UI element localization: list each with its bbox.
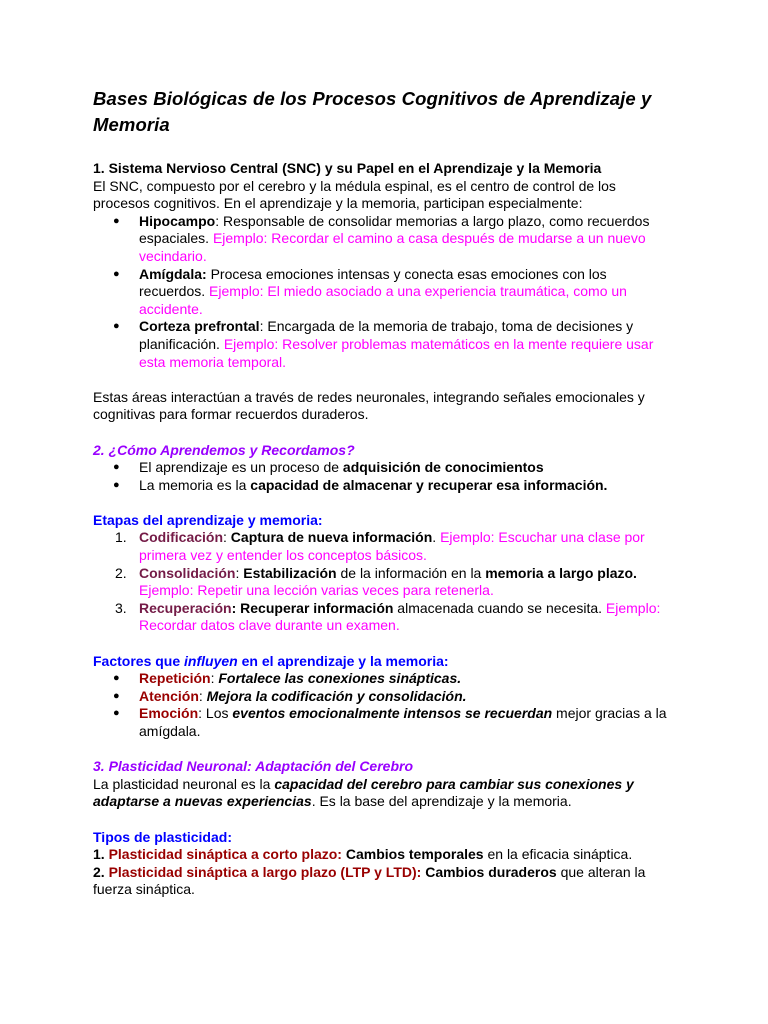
learning-list <box>93 459 675 494</box>
list-item: 2. Consolidación: Estabilización de la información en la memoria a largo plazo. Ejemplo: Repetir una lección varias veces para retenerla. <box>115 564 637 599</box>
list-item: ● Corteza prefrontal: Encargada de la memoria de trabajo, toma de decisiones y planificación. Ejemplo: Resolver problemas matemáticos en la mente requiere usar esta memoria temporal. <box>93 318 675 371</box>
list-item: ● La memoria es la capacidad de almacenar y recuperar esa información. <box>93 477 675 495</box>
section-3-heading: 3. Plasticidad Neuronal: Adaptación del Cerebro <box>93 758 413 775</box>
types-heading: Tipos de plasticidad: <box>93 828 232 845</box>
section-1-heading: 1. Sistema Nervioso Central (SNC) y su Papel en el Aprendizaje y la Memoria <box>93 160 602 176</box>
stages-list <box>93 529 675 635</box>
list-item: ● Hipocampo: Responsable de consolidar memorias a largo plazo, como recuerdos espaciales. Ejemplo: Recordar el camino a casa después de mudarse a un nuevo vecindario. <box>93 213 675 266</box>
list-item: ● Repetición: Fortalece las conexiones sinápticas. <box>93 670 675 688</box>
list-item: 1. Codificación: Captura de nueva información. Ejemplo: Escuchar una clase por primera vez y entender los conceptos básicos. <box>115 529 645 564</box>
brain-areas-list <box>93 213 675 371</box>
section-1-outro: Estas áreas interactúan a través de redes neuronales, integrando señales emocionales y cognitivas para formar recuerdos duraderos. <box>93 388 645 423</box>
type-2: 2. Plasticidad sináptica a largo plazo (LTP y LTD): Cambios duraderos que alteran la fuerza sináptica. <box>93 863 646 898</box>
type-1: 1. Plasticidad sináptica a corto plazo: Cambios temporales en la eficacia sináptica. <box>93 846 633 863</box>
factors-heading: Factores que influyen en el aprendizaje y la memoria: <box>93 652 449 669</box>
list-item: ● Atención: Mejora la codificación y consolidación. <box>93 688 675 706</box>
section-1-intro: El SNC, compuesto por el cerebro y la médula espinal, es el centro de control de los procesos cognitivos. En el aprendizaje y la memoria, participan especialmente: <box>93 177 616 212</box>
list-item: ● Amígdala: Procesa emociones intensas y conecta esas emociones con los recuerdos. Ejemplo: El miedo asociado a una experiencia traumática, como un accidente. <box>93 266 675 319</box>
list-item: 3. Recuperación: Recuperar información almacenada cuando se necesita. Ejemplo: Recordar datos clave durante un examen. <box>115 599 661 634</box>
section-3-paragraph: La plasticidad neuronal es la capacidad del cerebro para cambiar sus conexiones y adaptarse a nuevas experiencias. Es la base del aprendizaje y la memoria. <box>93 775 634 810</box>
document-title: Bases Biológicas de los Procesos Cognitivos de Aprendizaje y Memoria <box>93 88 652 135</box>
section-2-heading: 2. ¿Cómo Aprendemos y Recordamos? <box>93 441 355 458</box>
list-item: ● Emoción: Los eventos emocionalmente intensos se recuerdan mejor gracias a la amígdala. <box>93 705 675 740</box>
stages-heading: Etapas del aprendizaje y memoria: <box>93 511 323 528</box>
factors-list <box>93 670 675 740</box>
list-item: ● El aprendizaje es un proceso de adquisición de conocimientos <box>93 459 675 477</box>
